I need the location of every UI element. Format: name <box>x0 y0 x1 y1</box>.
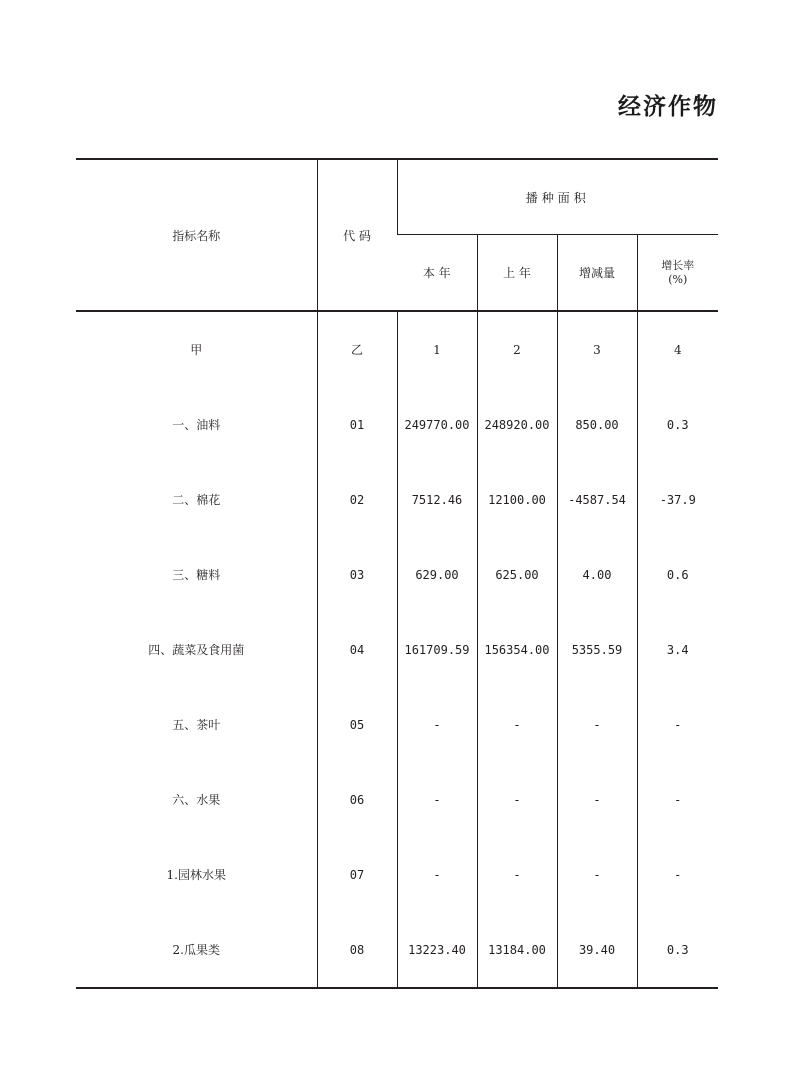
row-this-year: 1 <box>397 311 477 387</box>
row-growth-rate: - <box>637 837 718 912</box>
row-last-year: - <box>477 837 557 912</box>
row-this-year: - <box>397 837 477 912</box>
row-name: 五、茶叶 <box>172 718 221 732</box>
row-code: 06 <box>317 762 397 837</box>
row-change: -4587.54 <box>557 462 637 537</box>
row-growth-rate: 0.3 <box>637 912 718 988</box>
row-this-year: 249770.00 <box>397 387 477 462</box>
crop-area-table <box>76 158 718 989</box>
row-this-year: 13223.40 <box>397 912 477 988</box>
table-header <box>76 159 718 311</box>
row-code: 04 <box>317 612 397 687</box>
table-row <box>76 762 718 837</box>
row-growth-rate: - <box>637 687 718 762</box>
header-sown-area: 播种面积 <box>397 159 718 235</box>
table-row <box>76 537 718 612</box>
row-name: 2.瓜果类 <box>172 943 220 957</box>
row-code: 乙 <box>317 311 397 387</box>
row-name: 一、油料 <box>172 418 221 432</box>
row-change: 850.00 <box>557 387 637 462</box>
table-row <box>76 612 718 687</box>
row-code: 08 <box>317 912 397 988</box>
row-name: 1.园林水果 <box>166 868 226 882</box>
row-this-year: 161709.59 <box>397 612 477 687</box>
row-last-year: 248920.00 <box>477 387 557 462</box>
row-growth-rate: -37.9 <box>637 462 718 537</box>
row-last-year: - <box>477 762 557 837</box>
header-code: 代 码 <box>317 159 397 311</box>
table-row <box>76 687 718 762</box>
row-this-year: 629.00 <box>397 537 477 612</box>
row-last-year: 2 <box>477 311 557 387</box>
row-last-year: - <box>477 687 557 762</box>
row-this-year: - <box>397 687 477 762</box>
row-name: 四、蔬菜及食用菌 <box>148 643 245 657</box>
row-code: 07 <box>317 837 397 912</box>
header-indicator-name: 指标名称 <box>172 228 221 243</box>
header-change: 增减量 <box>557 235 637 312</box>
row-change: 5355.59 <box>557 612 637 687</box>
table-row <box>76 311 718 387</box>
table-row <box>76 912 718 988</box>
row-code: 05 <box>317 687 397 762</box>
row-last-year: 13184.00 <box>477 912 557 988</box>
header-this-year: 本 年 <box>397 235 477 312</box>
growth-rate-unit: (%) <box>668 272 688 286</box>
row-name: 甲 <box>190 343 203 357</box>
row-last-year: 156354.00 <box>477 612 557 687</box>
table-row <box>76 387 718 462</box>
row-last-year: 12100.00 <box>477 462 557 537</box>
row-last-year: 625.00 <box>477 537 557 612</box>
row-name: 三、糖料 <box>172 568 221 582</box>
row-this-year: - <box>397 762 477 837</box>
row-name: 二、棉花 <box>172 493 221 507</box>
row-change: - <box>557 687 637 762</box>
row-this-year: 7512.46 <box>397 462 477 537</box>
row-change: 39.40 <box>557 912 637 988</box>
header-last-year: 上 年 <box>477 235 557 312</box>
row-code: 03 <box>317 537 397 612</box>
row-growth-rate: 3.4 <box>637 612 718 687</box>
row-code: 02 <box>317 462 397 537</box>
row-growth-rate: 0.3 <box>637 387 718 462</box>
row-change: 4.00 <box>557 537 637 612</box>
row-name: 六、水果 <box>172 793 221 807</box>
row-code: 01 <box>317 387 397 462</box>
header-growth-rate <box>637 235 718 312</box>
table-body <box>76 311 718 988</box>
growth-rate-label: 增长率 <box>661 258 695 272</box>
row-growth-rate: 0.6 <box>637 537 718 612</box>
row-change: - <box>557 762 637 837</box>
row-growth-rate: - <box>637 762 718 837</box>
page-title: 经济作物 <box>618 94 718 120</box>
row-growth-rate: 4 <box>637 311 718 387</box>
row-change: 3 <box>557 311 637 387</box>
table-row <box>76 837 718 912</box>
table-row <box>76 462 718 537</box>
row-change: - <box>557 837 637 912</box>
